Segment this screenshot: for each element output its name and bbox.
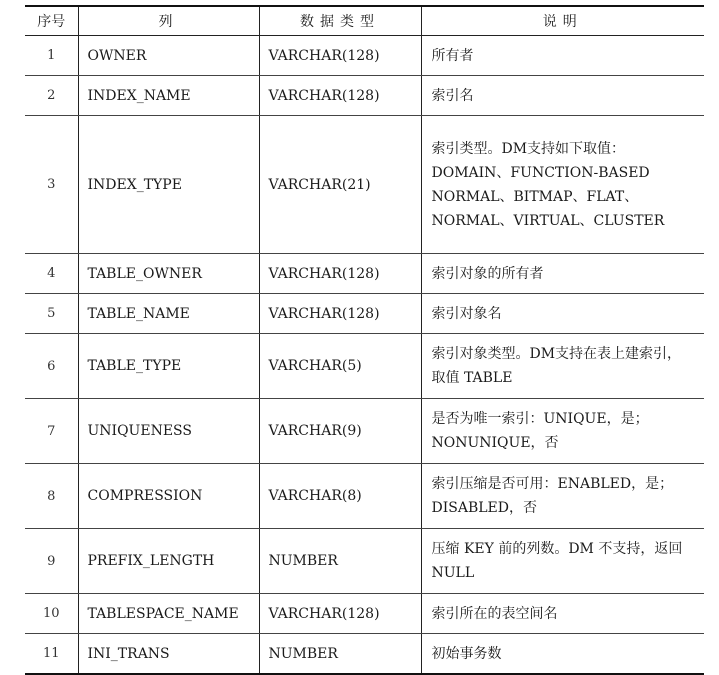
cell-desc: 索引压缩是否可用：ENABLED，是；DISABLED，否 bbox=[421, 464, 704, 529]
cell-type: VARCHAR(128) bbox=[259, 294, 421, 334]
cell-type: NUMBER bbox=[259, 529, 421, 594]
cell-column: TABLE_OWNER bbox=[78, 254, 259, 294]
cell-seq: 4 bbox=[25, 254, 78, 294]
cell-column: COMPRESSION bbox=[78, 464, 259, 529]
table-row bbox=[25, 399, 704, 464]
cell-type: NUMBER bbox=[259, 634, 421, 675]
cell-column: TABLE_TYPE bbox=[78, 334, 259, 399]
cell-type: VARCHAR(21) bbox=[259, 116, 421, 254]
cell-type: VARCHAR(128) bbox=[259, 254, 421, 294]
cell-type: VARCHAR(5) bbox=[259, 334, 421, 399]
cell-column: PREFIX_LENGTH bbox=[78, 529, 259, 594]
cell-column: TABLE_NAME bbox=[78, 294, 259, 334]
cell-desc: 索引名 bbox=[421, 76, 704, 116]
cell-seq: 3 bbox=[25, 116, 78, 254]
table-row bbox=[25, 634, 704, 675]
table-row bbox=[25, 76, 704, 116]
table-row bbox=[25, 594, 704, 634]
cell-type: VARCHAR(128) bbox=[259, 594, 421, 634]
cell-seq: 1 bbox=[25, 36, 78, 76]
cell-column: INDEX_NAME bbox=[78, 76, 259, 116]
cell-desc: 是否为唯一索引：UNIQUE，是；NONUNIQUE，否 bbox=[421, 399, 704, 464]
cell-desc: 索引对象名 bbox=[421, 294, 704, 334]
column-definition-table bbox=[25, 5, 704, 675]
table-row bbox=[25, 254, 704, 294]
cell-column: UNIQUENESS bbox=[78, 399, 259, 464]
cell-type: VARCHAR(9) bbox=[259, 399, 421, 464]
cell-type: VARCHAR(128) bbox=[259, 76, 421, 116]
cell-seq: 8 bbox=[25, 464, 78, 529]
table-row bbox=[25, 294, 704, 334]
cell-desc: 初始事务数 bbox=[421, 634, 704, 675]
header-seq: 序号 bbox=[25, 6, 78, 36]
cell-column: INDEX_TYPE bbox=[78, 116, 259, 254]
table-row bbox=[25, 334, 704, 399]
cell-column: TABLESPACE_NAME bbox=[78, 594, 259, 634]
cell-seq: 2 bbox=[25, 76, 78, 116]
column-definition-table-wrapper bbox=[25, 5, 704, 675]
cell-desc: 压缩 KEY 前的列数。DM 不支持，返回 NULL bbox=[421, 529, 704, 594]
cell-seq: 6 bbox=[25, 334, 78, 399]
table-row bbox=[25, 36, 704, 76]
table-row bbox=[25, 529, 704, 594]
table-body bbox=[25, 36, 704, 675]
cell-seq: 5 bbox=[25, 294, 78, 334]
cell-column: OWNER bbox=[78, 36, 259, 76]
cell-desc: 索引对象类型。DM支持在表上建索引，取值 TABLE bbox=[421, 334, 704, 399]
cell-seq: 11 bbox=[25, 634, 78, 675]
cell-seq: 9 bbox=[25, 529, 78, 594]
table-header bbox=[25, 6, 704, 36]
cell-desc: 所有者 bbox=[421, 36, 704, 76]
cell-desc: 索引所在的表空间名 bbox=[421, 594, 704, 634]
cell-column: INI_TRANS bbox=[78, 634, 259, 675]
header-row bbox=[25, 6, 704, 36]
cell-desc: 索引类型。DM支持如下取值：DOMAIN、FUNCTION-BASED NORMAL、BITMAP、FLAT、NORMAL、VIRTUAL、CLUSTER bbox=[421, 116, 704, 254]
cell-type: VARCHAR(8) bbox=[259, 464, 421, 529]
header-column: 列 bbox=[78, 6, 259, 36]
header-type: 数据类型 bbox=[259, 6, 421, 36]
table-row bbox=[25, 116, 704, 254]
table-row bbox=[25, 464, 704, 529]
cell-seq: 7 bbox=[25, 399, 78, 464]
cell-seq: 10 bbox=[25, 594, 78, 634]
header-desc: 说明 bbox=[421, 6, 704, 36]
cell-type: VARCHAR(128) bbox=[259, 36, 421, 76]
cell-desc: 索引对象的所有者 bbox=[421, 254, 704, 294]
